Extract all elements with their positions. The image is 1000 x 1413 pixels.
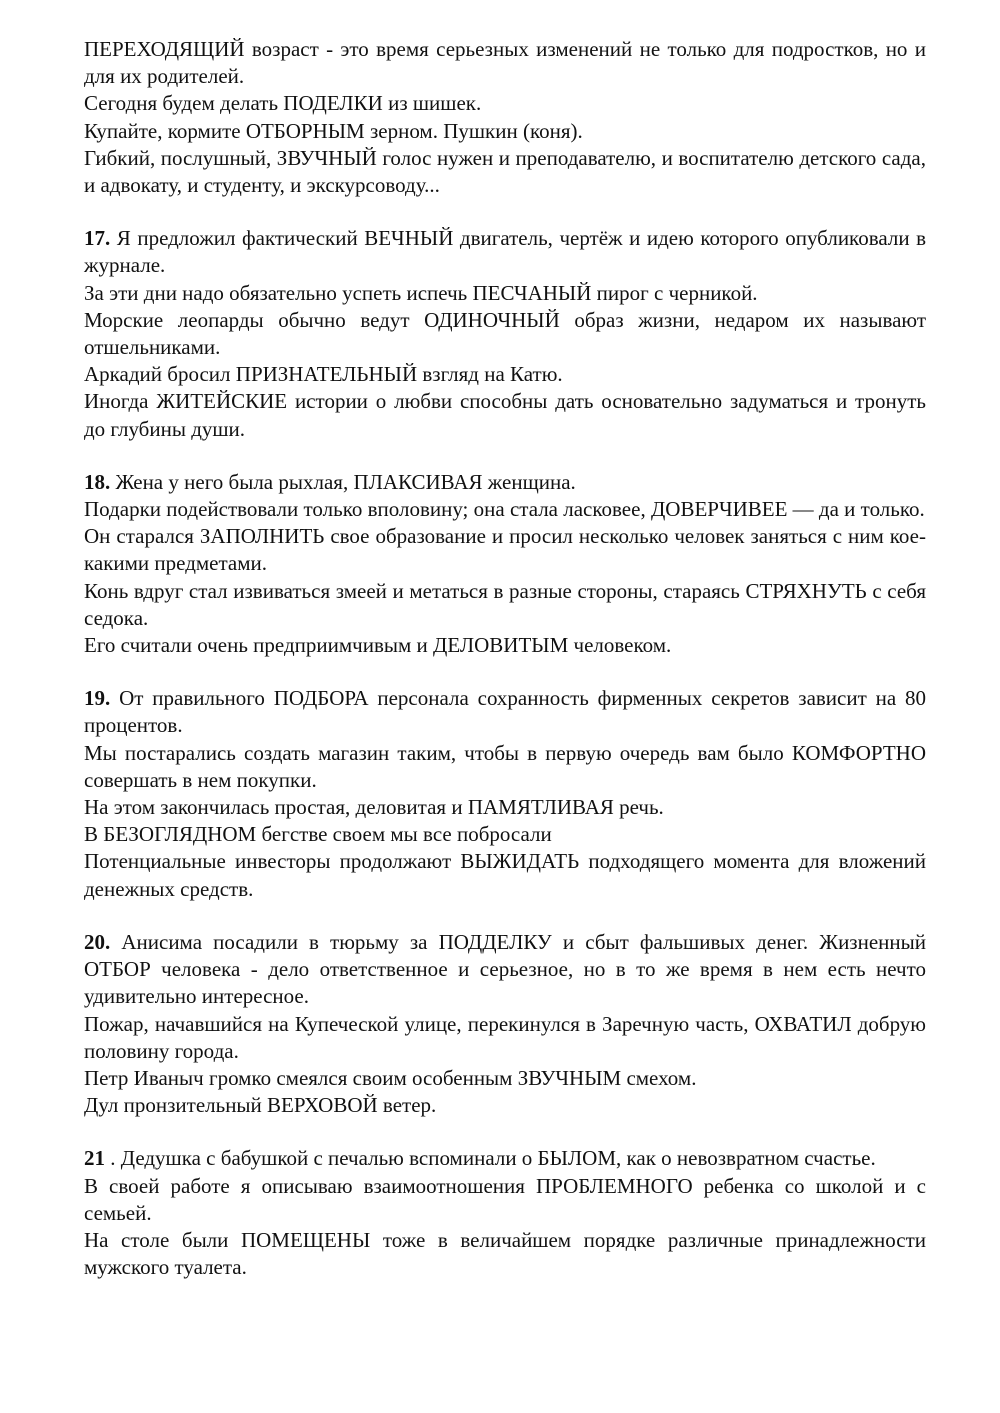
sentence-line — [84, 523, 926, 577]
sentence-line — [84, 1173, 926, 1227]
sentence-line — [84, 496, 926, 523]
exercise-number: 21 — [84, 1146, 105, 1171]
exercise-number: 18. — [84, 469, 111, 494]
sentence-line — [84, 1065, 926, 1092]
sentence-line — [84, 1011, 926, 1065]
sentence-text: Конь вдруг стал извиваться змеей и метаться в разные стороны, стараясь СТРЯХНУТЬ с себя седока. — [84, 578, 926, 630]
sentence-text: Иногда ЖИТЕЙСКИЕ истории о любви способны дать основательно задуматься и тронуть до глубины души. — [84, 389, 926, 441]
sentence-text: Гибкий, послушный, ЗВУЧНЫЙ голос нужен и преподавателю, и воспитателю детского сада, и адвокату, и студенту, и экскурсоводу... — [84, 145, 926, 198]
sentence-line — [84, 469, 926, 496]
sentence-text: Его считали очень предприимчивым и ДЕЛОВИТЫМ человеком. — [84, 633, 672, 658]
sentence-text: Морские леопарды обычно ведут ОДИНОЧНЫЙ образ жизни, недаром их называют отшельниками. — [84, 307, 926, 360]
sentence-text: Подарки подействовали только вполовину; она стала ласковее, ДОВЕРЧИВЕЕ — да и только. — [84, 497, 925, 522]
sentence-text: Пожар, начавшийся на Купеческой улице, перекинулся в Заречную часть, ОХВАТИЛ добрую половину города. — [84, 1011, 926, 1063]
sentence-text: Дул пронзительный ВЕРХОВОЙ ветер. — [84, 1093, 437, 1118]
exercise-block — [84, 36, 926, 199]
sentence-text: На этом закончилась простая, деловитая и ПАМЯТЛИВАЯ речь. — [84, 795, 664, 820]
sentence-text: Сегодня будем делать ПОДЕЛКИ из шишек. — [84, 91, 482, 116]
sentence-line — [84, 1092, 926, 1119]
sentence-text: Он старался ЗАПОЛНИТЬ свое образование и просил несколько человек заняться с ним кое-какими предметами. — [84, 524, 926, 576]
sentence-text: От правильного ПОДБОРА персонала сохранность фирменных секретов зависит на 80 процентов. — [84, 686, 927, 738]
sentence-line — [84, 90, 926, 117]
sentence-line — [84, 280, 926, 307]
sentence-line — [84, 361, 926, 388]
sentence-text: Анисима посадили в тюрьму за ПОДДЕЛКУ и сбыт фальшивых денег. Жизненный ОТБОР человека - дело ответственное и серьезное, но в то же время в нем есть нечто удивительно интересное. — [84, 929, 926, 1009]
exercise-number: 17. — [84, 226, 111, 251]
sentence-line — [84, 685, 926, 739]
sentence-line — [84, 225, 926, 279]
sentence-line — [84, 1227, 926, 1281]
sentence-line — [84, 388, 926, 442]
sentence-line — [84, 740, 926, 794]
sentence-text: Купайте, кормите ОТБОРНЫМ зерном. Пушкин (коня). — [84, 118, 583, 143]
sentence-line — [84, 118, 926, 145]
exercise-block — [84, 469, 926, 659]
sentence-text: За эти дни надо обязательно успеть испечь ПЕСЧАНЫЙ пирог с черникой. — [84, 280, 758, 305]
sentence-line — [84, 632, 926, 659]
sentence-text: ПЕРЕХОДЯЩИЙ возраст - это время серьезных изменений не только для подростков, но и для их родителей. — [84, 37, 926, 89]
sentence-text: . Дедушка с бабушкой с печалью вспоминали о БЫЛОМ, как о невозвратном счастье. — [110, 1146, 876, 1171]
sentence-text: В своей работе я описываю взаимоотношения ПРОБЛЕМНОГО ребенка со школой и с семьей. — [84, 1173, 926, 1225]
sentence-text: Петр Иваныч громко смеялся своим особенным ЗВУЧНЫМ смехом. — [84, 1065, 697, 1090]
exercise-number: 20. — [84, 929, 111, 954]
sentence-text: Потенциальные инвесторы продолжают ВЫЖИДАТЬ подходящего момента для вложений денежных средств. — [84, 849, 926, 901]
sentence-line — [84, 578, 926, 632]
sentence-line — [84, 1145, 926, 1172]
sentence-text: На столе были ПОМЕЩЕНЫ тоже в величайшем порядке различные принадлежности мужского туалета. — [84, 1227, 926, 1280]
sentence-line — [84, 929, 926, 1011]
sentence-line — [84, 307, 926, 361]
exercise-block — [84, 225, 926, 443]
document-page — [84, 36, 926, 1281]
sentence-text: Мы постарались создать магазин таким, чтобы в первую очередь вам было КОМФОРТНО совершать в нем покупки. — [84, 740, 926, 792]
sentence-line — [84, 36, 926, 90]
sentence-line — [84, 848, 926, 902]
sentence-line — [84, 145, 926, 199]
sentence-text: В БЕЗОГЛЯДНОМ бегстве своем мы все побросали — [84, 822, 552, 847]
sentence-text: Жена у него была рыхлая, ПЛАКСИВАЯ женщина. — [115, 469, 576, 494]
sentence-line — [84, 821, 926, 848]
exercise-block — [84, 1145, 926, 1281]
sentence-text: Аркадий бросил ПРИЗНАТЕЛЬНЫЙ взгляд на Катю. — [84, 362, 563, 387]
exercise-block — [84, 929, 926, 1119]
sentence-line — [84, 794, 926, 821]
sentence-text: Я предложил фактический ВЕЧНЫЙ двигатель, чертёж и идею которого опубликовали в журнале. — [84, 226, 927, 278]
exercise-block — [84, 685, 926, 903]
exercise-number: 19. — [84, 686, 111, 711]
